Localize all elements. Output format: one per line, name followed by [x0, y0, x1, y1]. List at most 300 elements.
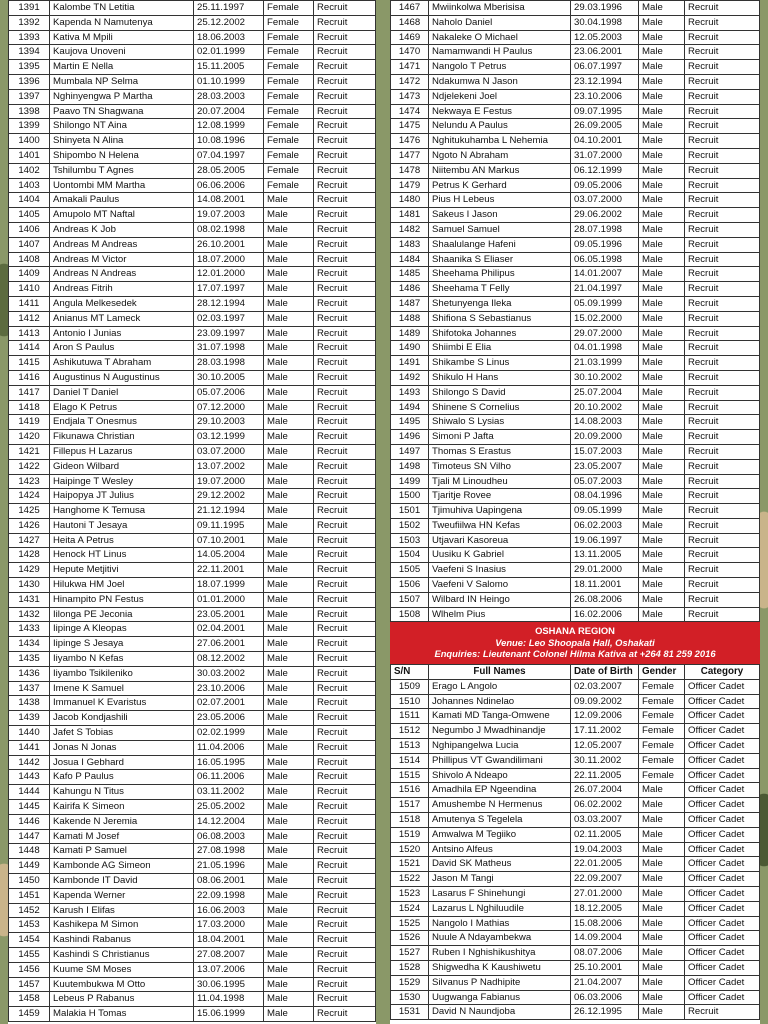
- category-cell: Recruit: [314, 933, 376, 948]
- dob-cell: 30.06.1995: [194, 977, 264, 992]
- table-row: [391, 592, 760, 607]
- name-cell: Kakende N Jeremia: [50, 814, 194, 829]
- table-row: [9, 296, 376, 311]
- gender-cell: Male: [264, 696, 314, 711]
- sn-cell: 1431: [9, 592, 50, 607]
- category-cell: Recruit: [685, 592, 760, 607]
- category-cell: Recruit: [314, 45, 376, 60]
- category-cell: Recruit: [314, 400, 376, 415]
- category-cell: Recruit: [314, 148, 376, 163]
- table-row: [391, 385, 760, 400]
- sn-cell: 1483: [391, 237, 429, 252]
- name-cell: Ndakumwa N Jason: [429, 74, 571, 89]
- table-row: [391, 975, 760, 990]
- category-cell: Recruit: [685, 311, 760, 326]
- sn-cell: 1474: [391, 104, 429, 119]
- sn-cell: 1452: [9, 903, 50, 918]
- table-row: [9, 652, 376, 667]
- name-cell: Haipinge T Wesley: [50, 474, 194, 489]
- name-cell: Iiyambo N Kefas: [50, 652, 194, 667]
- category-cell: Recruit: [314, 1007, 376, 1022]
- sn-cell: 1437: [9, 681, 50, 696]
- name-cell: Nekwaya E Festus: [429, 104, 571, 119]
- name-cell: Iiyambo Tsikileniko: [50, 666, 194, 681]
- name-cell: Nangolo I Mathias: [429, 916, 571, 931]
- sn-cell: 1511: [391, 709, 429, 724]
- dob-cell: 23.10.2006: [571, 89, 639, 104]
- dob-cell: 30.11.2002: [571, 753, 639, 768]
- dob-cell: 27.06.2001: [194, 637, 264, 652]
- table-row: [9, 518, 376, 533]
- name-cell: Namamwandi H Paulus: [429, 45, 571, 60]
- sn-cell: 1487: [391, 296, 429, 311]
- name-cell: Negumbo J Mwadhinandje: [429, 724, 571, 739]
- gender-cell: Female: [264, 74, 314, 89]
- table-row: [391, 282, 760, 297]
- sn-cell: 1479: [391, 178, 429, 193]
- category-cell: Recruit: [314, 134, 376, 149]
- name-cell: Iipinge A Kleopas: [50, 622, 194, 637]
- name-cell: Tjaritje Rovee: [429, 489, 571, 504]
- sn-cell: 1530: [391, 990, 429, 1005]
- table-row: [391, 415, 760, 430]
- table-row: [391, 119, 760, 134]
- sn-cell: 1526: [391, 931, 429, 946]
- dob-cell: 10.08.1996: [194, 134, 264, 149]
- sn-cell: 1394: [9, 45, 50, 60]
- dob-cell: 26.07.2004: [571, 783, 639, 798]
- gender-cell: Male: [264, 370, 314, 385]
- table-row: [391, 311, 760, 326]
- sn-cell: 1467: [391, 1, 429, 16]
- sn-cell: 1396: [9, 74, 50, 89]
- gender-cell: Male: [264, 592, 314, 607]
- gender-cell: Male: [264, 444, 314, 459]
- table-row: [391, 148, 760, 163]
- category-cell: Recruit: [314, 578, 376, 593]
- gender-cell: Male: [264, 800, 314, 815]
- dob-cell: 19.07.2003: [194, 208, 264, 223]
- sn-cell: 1419: [9, 415, 50, 430]
- category-cell: Recruit: [685, 474, 760, 489]
- name-cell: Tshilumbu T Agnes: [50, 163, 194, 178]
- gender-cell: Male: [264, 282, 314, 297]
- name-cell: Kamati P Samuel: [50, 844, 194, 859]
- dob-cell: 14.08.2001: [194, 193, 264, 208]
- table-row: [391, 694, 760, 709]
- sn-cell: 1449: [9, 859, 50, 874]
- table-row: [9, 444, 376, 459]
- gender-cell: Male: [264, 208, 314, 223]
- table-row: [391, 104, 760, 119]
- name-cell: Josua I Gebhard: [50, 755, 194, 770]
- name-cell: Lasarus F Shinehungi: [429, 886, 571, 901]
- category-cell: Recruit: [685, 148, 760, 163]
- category-cell: Officer Cadet: [685, 872, 760, 887]
- gender-cell: Male: [639, 282, 685, 297]
- table-row: [391, 1005, 760, 1020]
- category-cell: Recruit: [314, 104, 376, 119]
- sn-cell: 1480: [391, 193, 429, 208]
- dob-cell: 29.06.2002: [571, 208, 639, 223]
- sn-cell: 1521: [391, 857, 429, 872]
- table-row: [9, 800, 376, 815]
- table-row: [391, 1, 760, 16]
- name-cell: Shigwedha K Kaushiwetu: [429, 960, 571, 975]
- dob-cell: 29.03.1996: [571, 1, 639, 16]
- category-cell: Recruit: [685, 178, 760, 193]
- table-row: [391, 222, 760, 237]
- gender-cell: Male: [264, 193, 314, 208]
- category-cell: Recruit: [314, 60, 376, 75]
- category-cell: Recruit: [314, 726, 376, 741]
- name-cell: Shikulo H Hans: [429, 370, 571, 385]
- dob-cell: 02.11.2005: [571, 827, 639, 842]
- gender-cell: Male: [639, 385, 685, 400]
- sn-cell: 1514: [391, 753, 429, 768]
- table-row: [391, 74, 760, 89]
- category-cell: Recruit: [685, 607, 760, 622]
- name-cell: Timoteus SN Vilho: [429, 459, 571, 474]
- sn-cell: 1507: [391, 592, 429, 607]
- sn-cell: 1525: [391, 916, 429, 931]
- recruit-table-right: [390, 0, 760, 622]
- table-row: [391, 252, 760, 267]
- gender-cell: Male: [264, 296, 314, 311]
- table-row: [9, 134, 376, 149]
- table-row: [391, 827, 760, 842]
- gender-cell: Female: [639, 753, 685, 768]
- category-cell: Recruit: [314, 326, 376, 341]
- dob-cell: 05.09.1999: [571, 296, 639, 311]
- name-cell: Kaujova Unoveni: [50, 45, 194, 60]
- gender-cell: Male: [264, 459, 314, 474]
- name-cell: Anianus MT Lameck: [50, 311, 194, 326]
- header-category: Category: [685, 664, 760, 679]
- name-cell: Karush I Elifas: [50, 903, 194, 918]
- gender-cell: Male: [639, 178, 685, 193]
- table-row: [9, 637, 376, 652]
- name-cell: Kashindi S Christianus: [50, 948, 194, 963]
- name-cell: Kashindi Rabanus: [50, 933, 194, 948]
- gender-cell: Male: [264, 518, 314, 533]
- dob-cell: 03.07.2000: [194, 444, 264, 459]
- sn-cell: 1450: [9, 874, 50, 889]
- table-row: [9, 45, 376, 60]
- gender-cell: Female: [264, 89, 314, 104]
- dob-cell: 23.05.2001: [194, 607, 264, 622]
- sn-cell: 1515: [391, 768, 429, 783]
- dob-cell: 26.12.1995: [571, 1005, 639, 1020]
- dob-cell: 11.04.1998: [194, 992, 264, 1007]
- dob-cell: 12.09.2006: [571, 709, 639, 724]
- sn-cell: 1453: [9, 918, 50, 933]
- table-row: [9, 681, 376, 696]
- gender-cell: Female: [264, 60, 314, 75]
- name-cell: Wilbard IN Heingo: [429, 592, 571, 607]
- sn-cell: 1418: [9, 400, 50, 415]
- name-cell: Utjavari Kasoreua: [429, 533, 571, 548]
- name-cell: Thomas S Erastus: [429, 444, 571, 459]
- sn-cell: 1404: [9, 193, 50, 208]
- left-column: [8, 0, 376, 1024]
- gender-cell: Male: [639, 89, 685, 104]
- dob-cell: 23.10.2006: [194, 681, 264, 696]
- gender-cell: Male: [639, 886, 685, 901]
- gender-cell: Male: [639, 311, 685, 326]
- sn-cell: 1414: [9, 341, 50, 356]
- sn-cell: 1505: [391, 563, 429, 578]
- sn-cell: 1528: [391, 960, 429, 975]
- name-cell: Fillepus H Lazarus: [50, 444, 194, 459]
- table-row: [391, 296, 760, 311]
- gender-cell: Male: [264, 415, 314, 430]
- dob-cell: 29.07.2000: [571, 326, 639, 341]
- category-cell: Recruit: [314, 874, 376, 889]
- sn-cell: 1517: [391, 798, 429, 813]
- sn-cell: 1445: [9, 800, 50, 815]
- category-cell: Recruit: [685, 252, 760, 267]
- gender-cell: Male: [264, 533, 314, 548]
- sn-cell: 1405: [9, 208, 50, 223]
- gender-cell: Male: [639, 518, 685, 533]
- dob-cell: 17.11.2002: [571, 724, 639, 739]
- category-cell: Recruit: [314, 814, 376, 829]
- name-cell: Kairifa K Simeon: [50, 800, 194, 815]
- sn-cell: 1439: [9, 711, 50, 726]
- dob-cell: 01.10.1999: [194, 74, 264, 89]
- sn-cell: 1434: [9, 637, 50, 652]
- gender-cell: Male: [639, 916, 685, 931]
- dob-cell: 05.07.2003: [571, 474, 639, 489]
- gender-cell: Male: [264, 652, 314, 667]
- table-row: [9, 1007, 376, 1022]
- gender-cell: Male: [639, 326, 685, 341]
- sn-cell: 1495: [391, 415, 429, 430]
- table-row: [9, 474, 376, 489]
- category-cell: Recruit: [685, 237, 760, 252]
- name-cell: Gideon Wilbard: [50, 459, 194, 474]
- sn-cell: 1490: [391, 341, 429, 356]
- sn-cell: 1522: [391, 872, 429, 887]
- gender-cell: Male: [639, 119, 685, 134]
- sn-cell: 1527: [391, 946, 429, 961]
- dob-cell: 08.04.1996: [571, 489, 639, 504]
- dob-cell: 21.03.1999: [571, 356, 639, 371]
- sn-cell: 1502: [391, 518, 429, 533]
- name-cell: Andreas K Job: [50, 222, 194, 237]
- name-cell: Endjala T Onesmus: [50, 415, 194, 430]
- category-cell: Recruit: [314, 696, 376, 711]
- gender-cell: Female: [264, 104, 314, 119]
- name-cell: Andreas M Andreas: [50, 237, 194, 252]
- gender-cell: Male: [639, 356, 685, 371]
- sn-cell: 1400: [9, 134, 50, 149]
- table-row: [391, 842, 760, 857]
- table-row: [391, 812, 760, 827]
- gender-cell: Male: [639, 459, 685, 474]
- category-cell: Officer Cadet: [685, 975, 760, 990]
- dob-cell: 03.12.1999: [194, 430, 264, 445]
- dob-cell: 07.10.2001: [194, 533, 264, 548]
- name-cell: Antsino Alfeus: [429, 842, 571, 857]
- dob-cell: 18.07.2000: [194, 252, 264, 267]
- table-row: [391, 45, 760, 60]
- category-cell: Recruit: [685, 60, 760, 75]
- dob-cell: 22.11.2001: [194, 563, 264, 578]
- dob-cell: 25.07.2004: [571, 385, 639, 400]
- table-row: [391, 931, 760, 946]
- table-row: [9, 430, 376, 445]
- category-cell: Recruit: [314, 859, 376, 874]
- table-row: [391, 990, 760, 1005]
- category-cell: Recruit: [314, 533, 376, 548]
- name-cell: Jafet S Tobias: [50, 726, 194, 741]
- name-cell: Kuutembukwa M Otto: [50, 977, 194, 992]
- name-cell: Nghipangelwa Lucia: [429, 738, 571, 753]
- category-cell: Recruit: [685, 444, 760, 459]
- category-cell: Recruit: [314, 489, 376, 504]
- table-row: [9, 592, 376, 607]
- category-cell: Recruit: [314, 652, 376, 667]
- table-row: [9, 563, 376, 578]
- category-cell: Officer Cadet: [685, 990, 760, 1005]
- name-cell: Shaanika S Eliaser: [429, 252, 571, 267]
- name-cell: Kativa M Mpili: [50, 30, 194, 45]
- sn-cell: 1428: [9, 548, 50, 563]
- name-cell: Kalombe TN Letitia: [50, 1, 194, 16]
- gender-cell: Male: [639, 400, 685, 415]
- category-cell: Recruit: [685, 15, 760, 30]
- dob-cell: 25.05.2002: [194, 800, 264, 815]
- sn-cell: 1420: [9, 430, 50, 445]
- table-row: [9, 755, 376, 770]
- name-cell: Andreas M Victor: [50, 252, 194, 267]
- dob-cell: 27.08.2007: [194, 948, 264, 963]
- table-row: [9, 770, 376, 785]
- dob-cell: 06.05.1998: [571, 252, 639, 267]
- category-cell: Recruit: [314, 770, 376, 785]
- category-cell: Recruit: [314, 622, 376, 637]
- gender-cell: Female: [639, 694, 685, 709]
- category-cell: Recruit: [685, 267, 760, 282]
- dob-cell: 29.01.2000: [571, 563, 639, 578]
- dob-cell: 30.04.1998: [571, 15, 639, 30]
- sn-cell: 1484: [391, 252, 429, 267]
- dob-cell: 30.03.2002: [194, 666, 264, 681]
- name-cell: Shinyeta N Alina: [50, 134, 194, 149]
- sn-cell: 1416: [9, 370, 50, 385]
- sn-cell: 1401: [9, 148, 50, 163]
- gender-cell: Male: [639, 104, 685, 119]
- table-row: [9, 104, 376, 119]
- category-cell: Officer Cadet: [685, 738, 760, 753]
- dob-cell: 14.09.2004: [571, 931, 639, 946]
- category-cell: Recruit: [314, 637, 376, 652]
- sn-cell: 1477: [391, 148, 429, 163]
- category-cell: Recruit: [314, 252, 376, 267]
- gender-cell: Male: [264, 859, 314, 874]
- table-row: [9, 578, 376, 593]
- sn-cell: 1506: [391, 578, 429, 593]
- name-cell: Naholo Daniel: [429, 15, 571, 30]
- sn-cell: 1524: [391, 901, 429, 916]
- category-cell: Recruit: [685, 74, 760, 89]
- gender-cell: Male: [264, 666, 314, 681]
- category-cell: Recruit: [314, 711, 376, 726]
- category-cell: Recruit: [314, 15, 376, 30]
- name-cell: Hanghome K Temusa: [50, 504, 194, 519]
- region-enquiries: Enquiries: Lieutenant Colonel Hilma Kativa at +264 81 259 2016: [434, 648, 716, 660]
- category-cell: Recruit: [685, 578, 760, 593]
- sn-cell: 1456: [9, 962, 50, 977]
- category-cell: Recruit: [685, 489, 760, 504]
- category-cell: Officer Cadet: [685, 960, 760, 975]
- dob-cell: 25.11.1997: [194, 1, 264, 16]
- gender-cell: Male: [639, 563, 685, 578]
- table-row: [9, 148, 376, 163]
- sn-cell: 1438: [9, 696, 50, 711]
- table-row: [9, 874, 376, 889]
- sn-cell: 1443: [9, 770, 50, 785]
- category-cell: Recruit: [314, 681, 376, 696]
- category-cell: Recruit: [685, 518, 760, 533]
- table-row: [391, 444, 760, 459]
- category-cell: Officer Cadet: [685, 679, 760, 694]
- category-cell: Recruit: [314, 356, 376, 371]
- name-cell: Kafo P Paulus: [50, 770, 194, 785]
- category-cell: Recruit: [314, 518, 376, 533]
- dob-cell: 06.02.2002: [571, 798, 639, 813]
- gender-cell: Male: [639, 504, 685, 519]
- sn-cell: 1412: [9, 311, 50, 326]
- name-cell: Samuel Samuel: [429, 222, 571, 237]
- name-cell: Amutenya S Tegelela: [429, 812, 571, 827]
- dob-cell: 19.06.1997: [571, 533, 639, 548]
- gender-cell: Male: [264, 785, 314, 800]
- gender-cell: Male: [639, 74, 685, 89]
- gender-cell: Male: [264, 962, 314, 977]
- category-cell: Recruit: [314, 296, 376, 311]
- table-row: [9, 740, 376, 755]
- sn-cell: 1395: [9, 60, 50, 75]
- gender-cell: Female: [264, 134, 314, 149]
- table-row: [391, 30, 760, 45]
- sn-cell: 1489: [391, 326, 429, 341]
- gender-cell: Male: [639, 222, 685, 237]
- table-row: [9, 489, 376, 504]
- dob-cell: 17.07.1997: [194, 282, 264, 297]
- category-cell: Officer Cadet: [685, 842, 760, 857]
- table-row: [9, 326, 376, 341]
- name-cell: Hinampito PN Festus: [50, 592, 194, 607]
- dob-cell: 15.08.2006: [571, 916, 639, 931]
- dob-cell: 28.03.2003: [194, 89, 264, 104]
- sn-cell: 1448: [9, 844, 50, 859]
- table-row: [391, 134, 760, 149]
- dob-cell: 03.03.2007: [571, 812, 639, 827]
- sn-cell: 1469: [391, 30, 429, 45]
- gender-cell: Female: [264, 148, 314, 163]
- table-row: [391, 916, 760, 931]
- category-cell: Officer Cadet: [685, 946, 760, 961]
- name-cell: Immanuel K Evaristus: [50, 696, 194, 711]
- category-cell: Recruit: [314, 178, 376, 193]
- name-cell: Hepute Metjitivi: [50, 563, 194, 578]
- category-cell: Recruit: [314, 193, 376, 208]
- sn-cell: 1413: [9, 326, 50, 341]
- category-cell: Recruit: [314, 474, 376, 489]
